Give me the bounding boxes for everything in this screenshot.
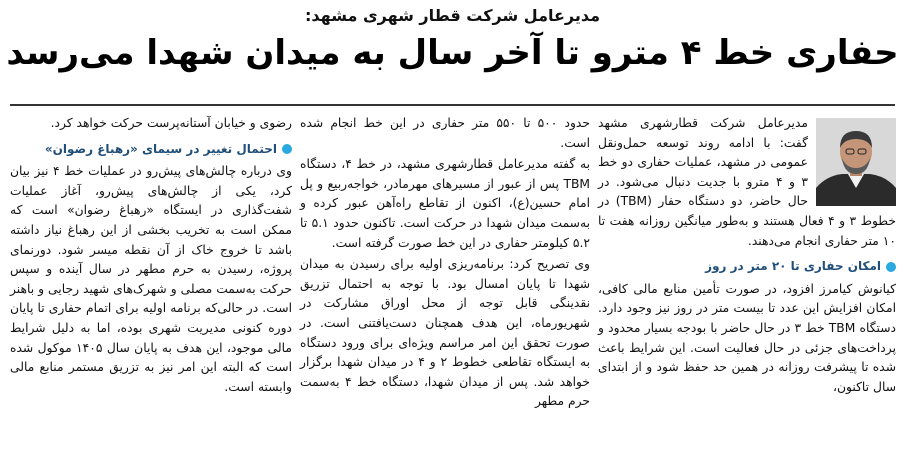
article-kicker: مدیرعامل شرکت قطار شهری مشهد: xyxy=(304,6,601,25)
col1-subheading xyxy=(598,257,896,277)
header-divider xyxy=(10,104,895,106)
col3-subheading xyxy=(10,140,292,160)
portrait-image xyxy=(816,118,896,206)
article-headline: حفاری خط ۴ مترو تا آخر سال به میدان شهدا می‌رسد xyxy=(6,33,899,73)
col2-paragraph-2: به گفته مدیرعامل قطارشهری مشهد، در خط ۴، دستگاه TBM پس از عبور از مسیرهای مهرمادر، خواجه‌ربیع و پل امام حسین(ع)، اکنون از تقاطع راه‌آهن عبور کرده و به‌سمت میدان شهدا در حرکت است. تاکنون حدود ۵.۱ تا ۵.۲ کیلومتر حفاری در این خط صورت گرفته است. xyxy=(300,157,591,250)
col3-subheading-text: احتمال تغییر در سیمای «رهباغ رضوان» xyxy=(44,141,277,156)
col1-paragraph-1: مدیرعامل شرکت قطارشهری مشهد گفت: با ادامه روند توسعه حمل‌ونقل عمومی در مشهد، عملیات حفاری دو خط ۳ و ۴ مترو با جدیت دنبال می‌شود. در حال حاضر، دو دستگاه حفار (TBM) در خطوط ۳ و ۴ فعال هستند و به‌طور میانگین روزانه هفت تا ۱۰ متر حفاری انجام می‌دهند. xyxy=(598,116,896,248)
bullet-dot-icon xyxy=(282,144,292,154)
column-right xyxy=(598,114,896,399)
bullet-dot-icon xyxy=(886,262,896,272)
col2-paragraph-3: وی تصریح کرد: برنامه‌ریزی اولیه برای رسیدن به میدان شهدا تا پایان امسال بود. با توجه به احتمال تزریق نقدینگی قابل توجه از محل اوراق مشارکت در شهریورماه، این هدف همچنان دست‌یافتنی است. در صورت تحقق این امر مراسم ویژه‌ای برای ورود دستگاه به ایستگاه تقاطعی خطوط ۲ و ۴ در میدان شهدا برگزار خواهد شد. پس از میدان شهدا، دستگاه خط ۴ به‌سمت حرم مطهر xyxy=(300,257,590,409)
author-photo xyxy=(816,118,896,206)
column-middle xyxy=(300,114,590,414)
col3-paragraph-1: رضوی و خیابان آستانه‌پرست حرکت خواهد کرد. xyxy=(50,116,292,130)
col3-paragraph-2: وی درباره چالش‌های پیش‌رو در عملیات خط ۴ نیز بیان کرد، یکی از چالش‌های پیش‌رو، آغاز عملیات شفت‌گذاری در ایستگاه «رهباغ رضوان» است که ممکن است به تخریب بخشی از این رهباغ نیاز داشته باشد تا خروج خاک از آن نقطه میسر شود. دورنمای پروژه، رسیدن به حرم مطهر در سال آینده و سپس حرکت به‌سمت مصلی و شهرک‌های شهید رجایی و باهنر است. در حالی‌که برنامه اولیه برای اتمام حفاری تا پایان دوره کنونی مدیریت شهری بوده، اما به دلیل شرایط مالی موجود، این هدف به پایان سال ۱۴۰۵ موکول شده است که البته این امر نیز به تزریق مستمر منابع مالی وابسته است. xyxy=(10,164,292,394)
col1-paragraph-2: کیانوش کیامرز افزود، در صورت تأمین منابع مالی کافی، امکان افزایش این عدد تا بیست متر در روز نیز وجود دارد. دستگاه TBM خط ۳ در حال حاضر با بودجه بسیار محدود و پرداخت‌های جزئی در حال فعالیت است. این شرایط باعث شده تا پیشرفت روزانه در همین حد حفظ شود و از ابتدای سال تاکنون، xyxy=(598,281,897,394)
col2-paragraph-1: حدود ۵۰۰ تا ۵۵۰ متر حفاری در این خط انجام شده است. xyxy=(300,116,590,150)
col1-subheading-text: امکان حفاری تا ۲۰ متر در روز xyxy=(705,259,881,274)
column-left xyxy=(10,114,292,399)
